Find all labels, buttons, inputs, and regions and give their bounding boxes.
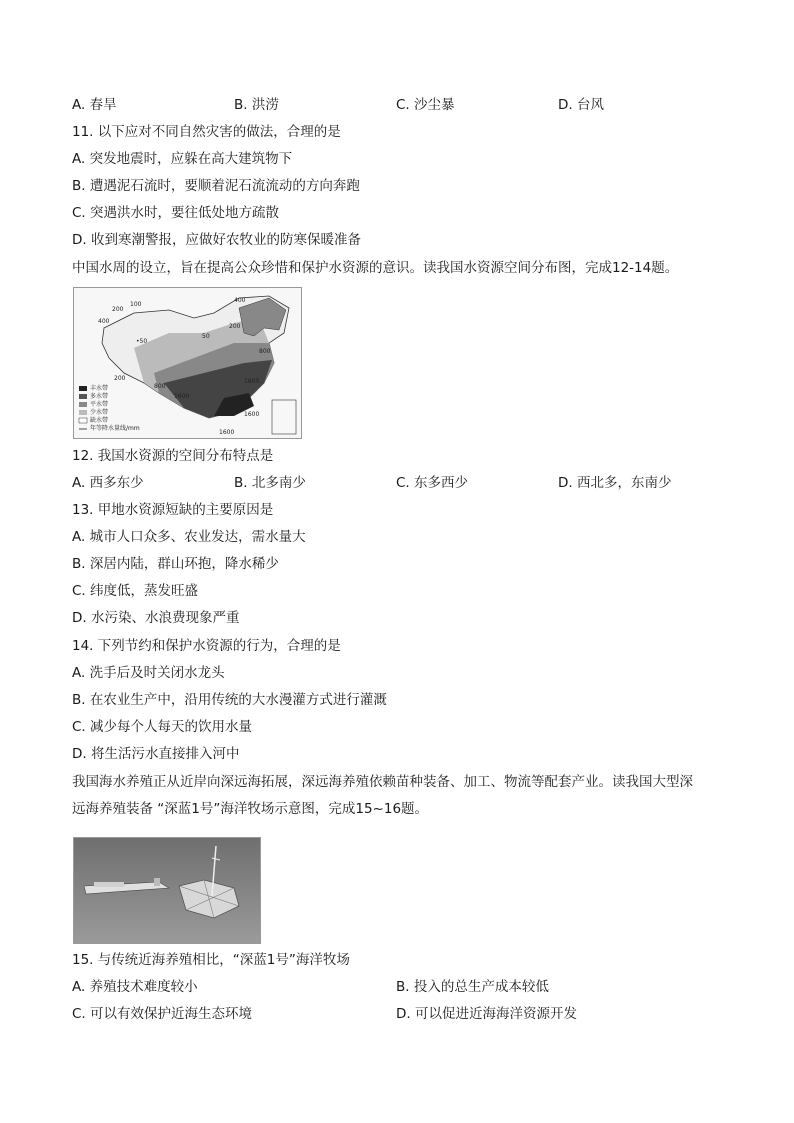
q15-option-b: B. 投入的总生产成本较低 — [396, 979, 549, 995]
intro-sea-text-2: 远海养殖装备 “深蓝1号”海洋牧场示意图，完成15~16题。 — [72, 801, 429, 817]
svg-text:800: 800 — [259, 348, 271, 355]
svg-text:1600: 1600 — [174, 393, 190, 400]
intro-water-text: 中国水周的设立，旨在提高公众珍惜和保护水资源的意识。读我国水资源空间分布图，完成12-14题。 — [72, 260, 679, 276]
q14-option-c: C. 减少每个人每天的饮用水量 — [72, 719, 253, 735]
q13-option-b: B. 深居内陆，群山环抱，降水稀少 — [72, 556, 279, 572]
svg-text:200: 200 — [112, 306, 124, 313]
q15-option-c: C. 可以有效保护近海生态环境 — [72, 1006, 253, 1022]
q13-option-d: D. 水污染、水浪费现象严重 — [72, 610, 240, 626]
q11-stem: 11. 以下应对不同自然灾害的做法，合理的是 — [72, 124, 341, 140]
svg-text:1600: 1600 — [244, 378, 260, 385]
q12-option-c: C. 东多西少 — [396, 475, 469, 491]
legend-rich: 丰水带 — [90, 385, 109, 392]
svg-text:50: 50 — [202, 333, 210, 340]
q15-option-a: A. 养殖技术难度较小 — [72, 979, 198, 995]
q13-option-a: A. 城市人口众多、农业发达，需水量大 — [72, 529, 306, 545]
q15-stem: 15. 与传统近海养殖相比，“深蓝1号”海洋牧场 — [72, 952, 350, 968]
q12-option-b: B. 北多南少 — [234, 475, 306, 491]
q14-option-b: B. 在农业生产中，沿用传统的大水漫灌方式进行灌溉 — [72, 692, 387, 708]
q10-option-c: C. 沙尘暴 — [396, 97, 455, 113]
q12-option-a: A. 西多东少 — [72, 475, 144, 491]
legend-scarce: 缺水带 — [90, 417, 109, 424]
legend-normal: 平水带 — [90, 401, 109, 408]
q10-option-a: A. 春旱 — [72, 97, 117, 113]
svg-text:400: 400 — [234, 297, 246, 304]
svg-text:1600: 1600 — [244, 411, 260, 418]
water-resource-map — [73, 287, 302, 439]
q13-stem: 13. 甲地水资源短缺的主要原因是 — [72, 502, 274, 518]
q11-option-a: A. 突发地震时，应躲在高大建筑物下 — [72, 151, 293, 167]
q10-option-d: D. 台风 — [558, 97, 604, 113]
svg-text:400: 400 — [98, 318, 110, 325]
q14-option-a: A. 洗手后及时关闭水龙头 — [72, 665, 225, 681]
svg-text:1600: 1600 — [219, 429, 235, 436]
q15-option-d: D. 可以促进近海海洋资源开发 — [396, 1006, 577, 1022]
q12-option-d: D. 西北多，东南少 — [558, 475, 672, 491]
q12-stem: 12. 我国水资源的空间分布特点是 — [72, 448, 274, 464]
deep-blue-photo-graphic — [74, 838, 260, 943]
legend-isoline: 年等降水量线/mm — [90, 425, 140, 432]
q11-option-d: D. 收到寒潮警报，应做好农牧业的防寒保暖准备 — [72, 232, 361, 248]
deep-blue-photo — [73, 837, 261, 944]
svg-text:100: 100 — [130, 301, 142, 308]
q10-option-b: B. 洪涝 — [234, 97, 279, 113]
svg-text:•50: •50 — [136, 338, 148, 345]
q11-option-c: C. 突遇洪水时，要往低处地方疏散 — [72, 205, 280, 221]
map-legend — [90, 385, 140, 433]
intro-sea-text-1: 我国海水养殖正从近岸向深远海拓展，深远海养殖依赖苗种装备、加工、物流等配套产业。读我国大型深 — [72, 774, 693, 790]
legend-more: 多水带 — [90, 393, 109, 400]
q14-option-d: D. 将生活污水直接排入河中 — [72, 746, 240, 762]
svg-text:200: 200 — [229, 323, 241, 330]
legend-less: 少水带 — [90, 409, 109, 416]
q11-option-b: B. 遭遇泥石流时，要顺着泥石流流动的方向奔跑 — [72, 178, 360, 194]
q14-stem: 14. 下列节约和保护水资源的行为，合理的是 — [72, 638, 341, 654]
svg-text:800: 800 — [154, 383, 166, 390]
q13-option-c: C. 纬度低，蒸发旺盛 — [72, 583, 199, 599]
svg-text:200: 200 — [114, 375, 126, 382]
